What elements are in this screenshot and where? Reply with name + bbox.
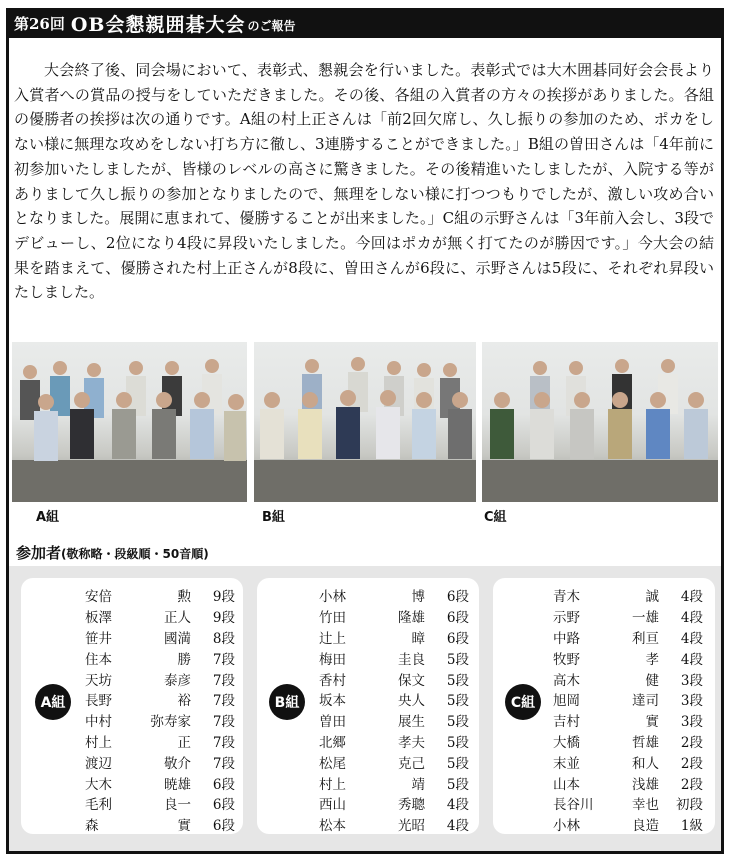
- given-name: 健: [645, 672, 659, 689]
- group-photo-a: [12, 342, 247, 502]
- given-name: 幸也: [632, 797, 659, 814]
- given-name: 博: [411, 589, 425, 606]
- given-name: 泰彦: [164, 672, 191, 689]
- participant-row: [553, 772, 703, 793]
- family-name: 安倍: [85, 589, 112, 606]
- participant-row: [319, 647, 469, 668]
- participant-row: [319, 689, 469, 710]
- participant-rank: 4段: [680, 651, 703, 668]
- report-body: 大会終了後、同会場において、表彰式、懇親会を行いました。表彰式では大木囲碁同好会会長より入賞者への賞品の授与をしていただきました。その後、各組の入賞者の方々の挨拶がありました。各組の優勝者の挨拶は次の通りです。A組の村上正さんは「前2回欠席し、久し振りの参加のため、ポカをしない様に無理な攻めをしない打ち方に徹し、3連勝することができました。」B組の曽田さんは「4年前に初参加いたしましたが、皆様のレベルの高さに驚きました。その後精進いたしましたが、入院する等がありまして久し振りの参加となりましたので、無理をしない様に打つつもりでしたが、激しい攻め合いとなりました。展開に恵まれて、優勝することが出来ました。」C組の示野さんは「3年前入会し、3段でデビューし、2位になり4段に昇段いたしました。今回はポカが無く打てたのが勝因です。」今大会の結果を踏まえて、優勝された村上正さんが8段に、曽田さんが6段に、示野さんは5段に、それぞれ昇段いたしました。: [14, 61, 714, 302]
- participant-name: [85, 710, 191, 730]
- given-name: 浅雄: [632, 776, 659, 793]
- participant-row: [553, 627, 703, 648]
- participant-rank: 6段: [446, 630, 469, 647]
- photo-caption-b: B組: [262, 510, 285, 525]
- given-name: 實: [177, 818, 191, 835]
- participant-name: [85, 689, 191, 709]
- participant-name: [85, 814, 191, 834]
- participant-name: [85, 627, 191, 647]
- participant-rank: 9段: [212, 589, 235, 606]
- participant-row: [85, 689, 235, 710]
- given-name: 孝: [645, 651, 659, 668]
- photo-caption-c: C組: [484, 510, 507, 525]
- participant-name: [319, 689, 425, 709]
- participant-row: [85, 606, 235, 627]
- roster-b: [319, 585, 469, 835]
- participant-name: [553, 627, 659, 647]
- participant-row: [553, 689, 703, 710]
- participant-rank: 7段: [212, 672, 235, 689]
- group-photo-b: [254, 342, 476, 502]
- participant-rank: 1級: [680, 818, 703, 835]
- participant-row: [85, 585, 235, 606]
- participant-rank: 初段: [676, 797, 703, 814]
- group-photo-c: [482, 342, 718, 502]
- participant-rank: 3段: [680, 672, 703, 689]
- given-name: 光昭: [398, 818, 425, 835]
- given-name: 良一: [164, 797, 191, 814]
- given-name: 靖: [411, 776, 425, 793]
- participant-row: [85, 731, 235, 752]
- roster-c: [553, 585, 703, 835]
- given-name: 暲: [411, 630, 425, 647]
- participant-row: [319, 814, 469, 835]
- family-name: 旭岡: [553, 693, 580, 710]
- participant-name: [319, 669, 425, 689]
- group-badge-a: A組: [35, 684, 71, 720]
- participant-row: [319, 627, 469, 648]
- participant-rank: 5段: [446, 693, 469, 710]
- participant-row: [319, 731, 469, 752]
- participant-row: [553, 606, 703, 627]
- participant-row: [553, 814, 703, 835]
- family-name: 天坊: [85, 672, 112, 689]
- given-name: 圭良: [398, 651, 425, 668]
- participant-rank: 3段: [680, 693, 703, 710]
- family-name: 北郷: [319, 734, 346, 751]
- participant-name: [85, 731, 191, 751]
- participant-rank: 5段: [446, 714, 469, 731]
- participant-name: [553, 585, 659, 605]
- participant-rank: 7段: [212, 755, 235, 772]
- family-name: 住本: [85, 651, 112, 668]
- edition-label: 第26回: [14, 14, 65, 33]
- given-name: 勲: [177, 589, 191, 606]
- given-name: 國満: [164, 630, 191, 647]
- participant-name: [85, 648, 191, 668]
- participant-row: [553, 793, 703, 814]
- participant-name: [319, 752, 425, 772]
- participant-rank: 6段: [446, 610, 469, 627]
- participant-name: [85, 773, 191, 793]
- participant-row: [85, 710, 235, 731]
- participant-name: [553, 731, 659, 751]
- given-name: 正人: [164, 610, 191, 627]
- family-name: 辻上: [319, 630, 346, 647]
- given-name: 正: [177, 734, 191, 751]
- family-name: 村上: [319, 776, 346, 793]
- participant-name: [85, 669, 191, 689]
- participant-row: [553, 585, 703, 606]
- participant-row: [319, 751, 469, 772]
- participant-name: [553, 752, 659, 772]
- participant-rank: 7段: [212, 734, 235, 751]
- participants-title: 参加者: [16, 544, 62, 562]
- participant-row: [319, 710, 469, 731]
- participant-rank: 4段: [680, 610, 703, 627]
- given-name: 哲雄: [632, 734, 659, 751]
- group-badge-c: C組: [505, 684, 541, 720]
- given-name: 孝夫: [398, 734, 425, 751]
- family-name: 中村: [85, 714, 112, 731]
- given-name: 隆雄: [398, 610, 425, 627]
- participant-name: [553, 814, 659, 834]
- participant-row: [85, 647, 235, 668]
- given-name: 一雄: [632, 610, 659, 627]
- family-name: 松尾: [319, 755, 346, 772]
- participant-rank: 2段: [680, 734, 703, 751]
- family-name: 山本: [553, 776, 580, 793]
- participant-name: [319, 648, 425, 668]
- given-name: 誠: [645, 589, 659, 606]
- given-name: 裕: [177, 693, 191, 710]
- given-name: 暁雄: [164, 776, 191, 793]
- group-photo-c-image: [482, 342, 718, 502]
- participant-name: [319, 814, 425, 834]
- participant-row: [319, 668, 469, 689]
- family-name: 小林: [319, 589, 346, 606]
- family-name: 吉村: [553, 714, 580, 731]
- participant-row: [85, 627, 235, 648]
- participants-note: (敬称略・段級順・50音順): [61, 547, 209, 561]
- participant-row: [553, 710, 703, 731]
- participant-row: [85, 814, 235, 835]
- participant-row: [85, 772, 235, 793]
- participant-name: [553, 710, 659, 730]
- article-header: [6, 8, 724, 38]
- participant-name: [553, 689, 659, 709]
- participant-rank: 4段: [680, 589, 703, 606]
- roster-a: [85, 585, 235, 835]
- participant-row: [85, 793, 235, 814]
- participant-name: [553, 773, 659, 793]
- family-name: 小林: [553, 818, 580, 835]
- given-name: 央人: [398, 693, 425, 710]
- participant-row: [319, 585, 469, 606]
- participant-rank: 4段: [680, 630, 703, 647]
- given-name: 實: [645, 714, 659, 731]
- given-name: 弥寿家: [150, 714, 191, 731]
- family-name: 毛利: [85, 797, 112, 814]
- family-name: 高木: [553, 672, 580, 689]
- family-name: 大木: [85, 776, 112, 793]
- participant-row: [553, 647, 703, 668]
- participant-name: [319, 793, 425, 813]
- participant-name: [553, 648, 659, 668]
- participant-name: [85, 606, 191, 626]
- participant-row: [553, 751, 703, 772]
- given-name: 展生: [398, 714, 425, 731]
- participant-rank: 5段: [446, 755, 469, 772]
- group-card-b: [257, 578, 479, 834]
- participant-rank: 6段: [212, 776, 235, 793]
- family-name: 竹田: [319, 610, 346, 627]
- family-name: 牧野: [553, 651, 580, 668]
- family-name: 曽田: [319, 714, 346, 731]
- group-badge-b: B組: [269, 684, 305, 720]
- family-name: 渡辺: [85, 755, 112, 772]
- given-name: 達司: [632, 693, 659, 710]
- participant-name: [319, 627, 425, 647]
- participant-rank: 6段: [446, 589, 469, 606]
- family-name: 長野: [85, 693, 112, 710]
- given-name: 保文: [398, 672, 425, 689]
- participant-row: [319, 606, 469, 627]
- participant-rank: 5段: [446, 672, 469, 689]
- participant-rank: 6段: [212, 797, 235, 814]
- photo-caption-a: A組: [36, 510, 60, 525]
- participant-name: [85, 752, 191, 772]
- given-name: 利亘: [632, 630, 659, 647]
- participant-rank: 7段: [212, 651, 235, 668]
- participant-name: [319, 773, 425, 793]
- group-card-a: [21, 578, 243, 834]
- family-name: 笹井: [85, 630, 112, 647]
- family-name: 大橋: [553, 734, 580, 751]
- family-name: 西山: [319, 797, 346, 814]
- participant-name: [319, 731, 425, 751]
- participant-rank: 5段: [446, 651, 469, 668]
- given-name: 良造: [632, 818, 659, 835]
- family-name: 坂本: [319, 693, 346, 710]
- participant-rank: 7段: [212, 693, 235, 710]
- given-name: 克己: [398, 755, 425, 772]
- participant-name: [553, 669, 659, 689]
- given-name: 敬介: [164, 755, 191, 772]
- participant-rank: 5段: [446, 776, 469, 793]
- participant-rank: 2段: [680, 776, 703, 793]
- family-name: 中路: [553, 630, 580, 647]
- family-name: 青木: [553, 589, 580, 606]
- participant-row: [319, 793, 469, 814]
- family-name: 板澤: [85, 610, 112, 627]
- participant-rank: 6段: [212, 818, 235, 835]
- article-title: OB会懇親囲碁大会: [70, 13, 246, 36]
- participant-name: [553, 606, 659, 626]
- given-name: 和人: [632, 755, 659, 772]
- family-name: 松本: [319, 818, 346, 835]
- participant-name: [319, 606, 425, 626]
- participant-row: [85, 668, 235, 689]
- family-name: 村上: [85, 734, 112, 751]
- participant-rank: 2段: [680, 755, 703, 772]
- group-photo-b-image: [254, 342, 476, 502]
- participant-name: [319, 585, 425, 605]
- participant-name: [319, 710, 425, 730]
- participant-name: [85, 585, 191, 605]
- participant-rank: 8段: [212, 630, 235, 647]
- participant-row: [319, 772, 469, 793]
- participant-rank: 4段: [446, 818, 469, 835]
- group-card-c: [493, 578, 715, 834]
- title-suffix: のご報告: [247, 18, 296, 33]
- participant-row: [85, 751, 235, 772]
- participants-heading: [16, 542, 209, 563]
- family-name: 示野: [553, 610, 580, 627]
- participant-rank: 7段: [212, 714, 235, 731]
- family-name: 梅田: [319, 651, 346, 668]
- family-name: 森: [85, 818, 99, 835]
- group-photo-a-image: [12, 342, 247, 502]
- participant-name: [85, 793, 191, 813]
- given-name: 勝: [177, 651, 191, 668]
- participant-rank: 3段: [680, 714, 703, 731]
- participant-row: [553, 731, 703, 752]
- participant-rank: 4段: [446, 797, 469, 814]
- family-name: 末並: [553, 755, 580, 772]
- participant-rank: 5段: [446, 734, 469, 751]
- participant-name: [553, 793, 659, 813]
- given-name: 秀聰: [398, 797, 425, 814]
- family-name: 香村: [319, 672, 346, 689]
- participant-rank: 9段: [212, 610, 235, 627]
- participant-row: [553, 668, 703, 689]
- family-name: 長谷川: [553, 797, 594, 814]
